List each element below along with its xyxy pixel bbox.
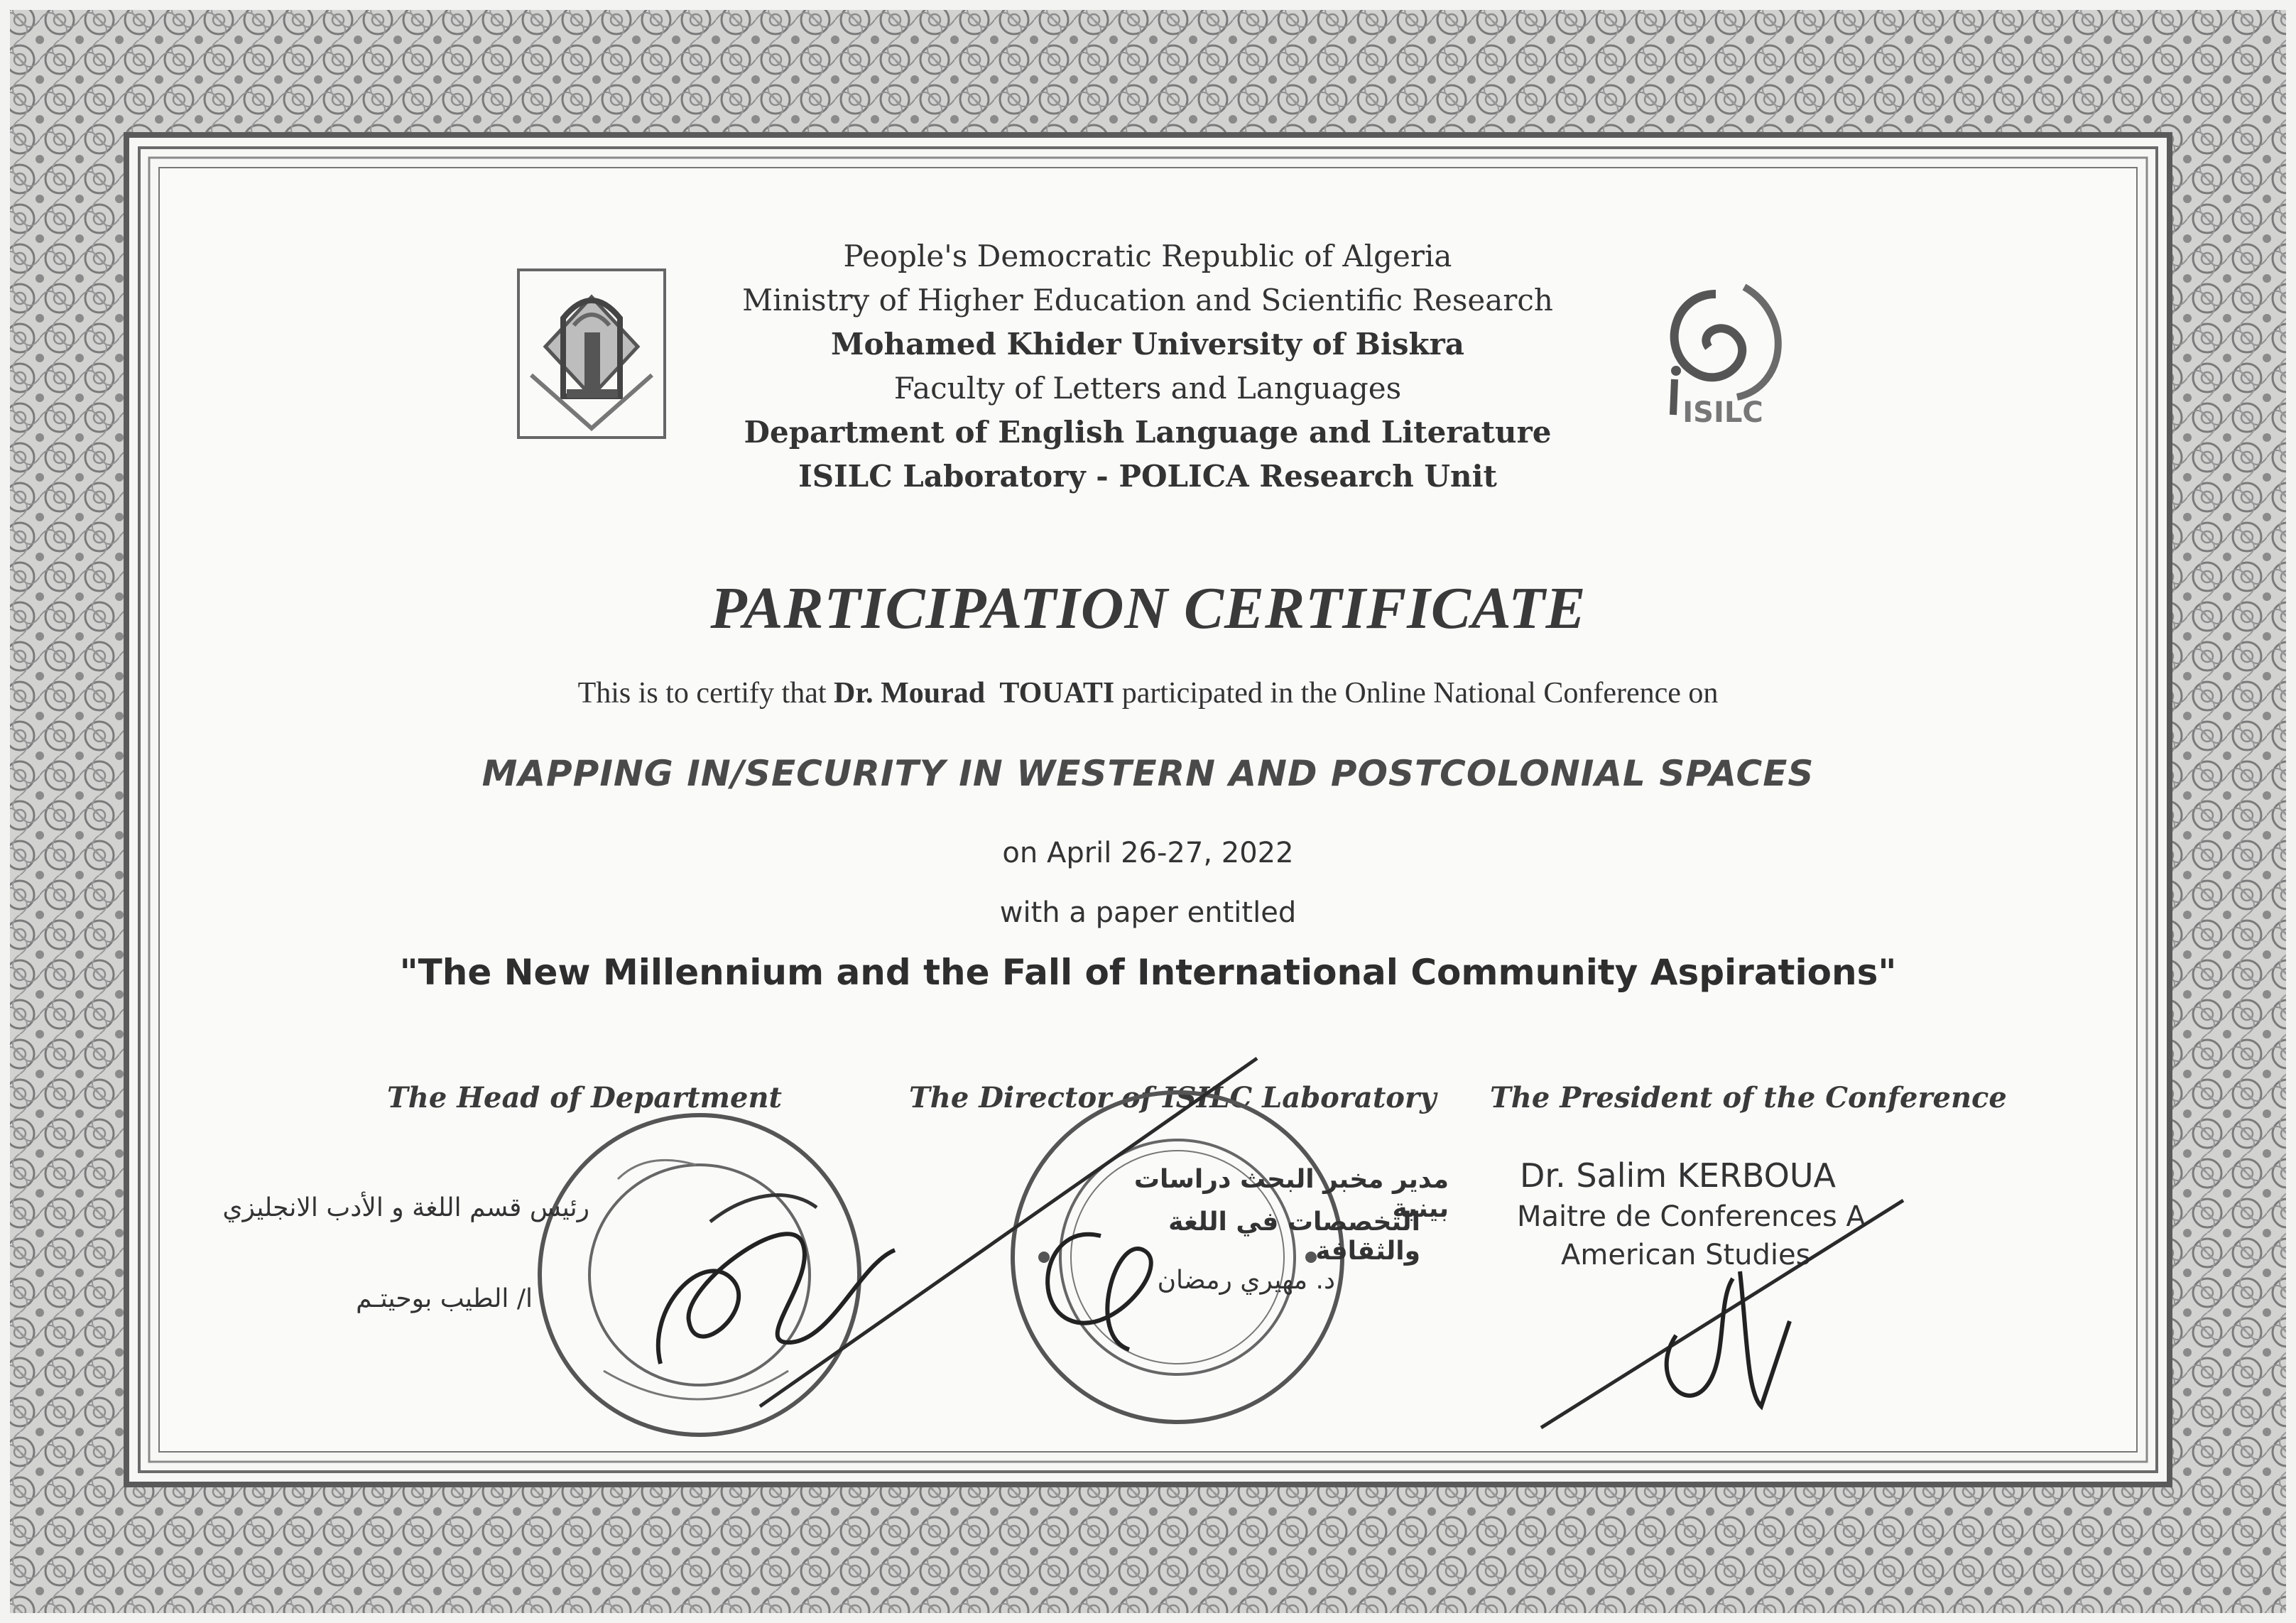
certify-suffix: participated in the Online National Conference on bbox=[1121, 677, 1719, 710]
certify-prefix: This is to certify that bbox=[577, 677, 827, 710]
isilc-logo-text: ISILC bbox=[1682, 396, 1763, 429]
president-role: The President of the Conference bbox=[1490, 1081, 2007, 1114]
paper-title: "The New Millennium and the Fall of International Community Aspirations" bbox=[399, 952, 1897, 993]
director-role: The Director of ISILC Laboratory bbox=[909, 1081, 1437, 1114]
department-line: Department of English Language and Literature bbox=[744, 415, 1552, 450]
certify-sentence bbox=[355, 676, 1941, 710]
head-of-department-role: The Head of Department bbox=[387, 1081, 782, 1114]
director-arabic-line2: التخصصات في اللغة والثقافة bbox=[1168, 1207, 1420, 1266]
certificate-title: PARTICIPATION CERTIFICATE bbox=[710, 575, 1587, 641]
president-field: American Studies bbox=[1561, 1239, 1811, 1271]
director-arabic-line1: مدير مخبر البحث دراسات بينية bbox=[1133, 1165, 1449, 1223]
conference-date: on April 26-27, 2022 bbox=[1002, 837, 1294, 869]
director-arabic-line3: د. مهيري رمضان bbox=[1157, 1266, 1335, 1295]
lab-line: ISILC Laboratory - POLICA Research Unit bbox=[798, 459, 1497, 494]
head-arabic-name: ا/ الطيب بوحيتـم bbox=[356, 1284, 533, 1313]
head-arabic-title: رئيس قسم اللغة و الأدب الانجليزي bbox=[222, 1193, 589, 1222]
president-name: Dr. Salim KERBOUA bbox=[1520, 1156, 1837, 1195]
country-line: People's Democratic Republic of Algeria bbox=[843, 239, 1452, 273]
president-title: Maitre de Conferences A bbox=[1517, 1200, 1866, 1233]
university-line: Mohamed Khider University of Biskra bbox=[831, 327, 1464, 362]
conference-title: MAPPING IN/SECURITY IN WESTERN AND POSTCOLONIAL SPACES bbox=[481, 753, 1815, 794]
ministry-line: Ministry of Higher Education and Scientific Research bbox=[742, 283, 1553, 317]
paper-intro: with a paper entitled bbox=[999, 896, 1297, 929]
participant-name: Dr. Mourad TOUATI bbox=[834, 677, 1115, 710]
president-signature bbox=[1534, 1193, 1932, 1435]
faculty-line: Faculty of Letters and Languages bbox=[893, 371, 1402, 406]
